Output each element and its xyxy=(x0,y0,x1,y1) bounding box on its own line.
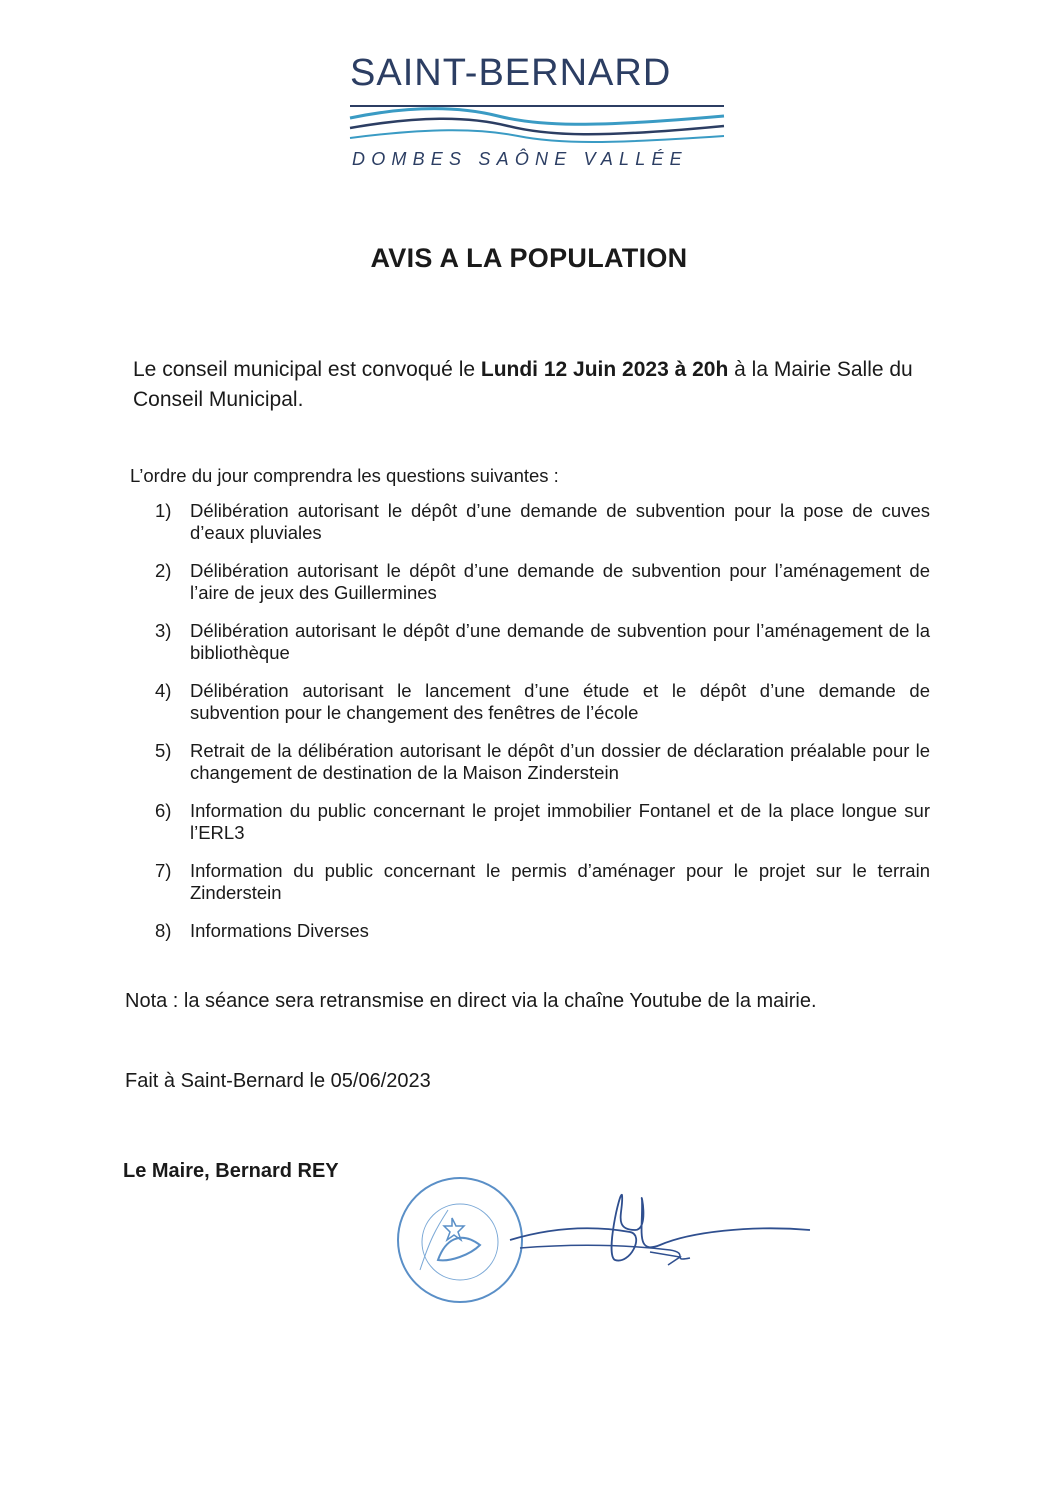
place-date: Fait à Saint-Bernard le 05/06/2023 xyxy=(125,1070,431,1092)
item-text: Délibération autorisant le dépôt d’une demande de subvention pour l’aménagement de la bibliothèque xyxy=(190,620,930,663)
list-item xyxy=(155,560,930,604)
list-item xyxy=(155,860,930,904)
item-text: Informations Diverses xyxy=(190,920,369,941)
list-item xyxy=(155,800,930,844)
list-item xyxy=(155,680,930,724)
list-item xyxy=(155,740,930,784)
intro-paragraph xyxy=(133,355,933,415)
item-text: Délibération autorisant le dépôt d’une demande de subvention pour l’aménagement de l’aire de jeux des Guillermines xyxy=(190,560,930,603)
item-text: Information du public concernant le permis d’aménager pour le projet sur le terrain Zinderstein xyxy=(190,860,930,903)
item-number: 6) xyxy=(155,800,172,821)
intro-part1: Le conseil municipal est convoqué le xyxy=(133,358,481,381)
logo-subtitle: DOMBES SAÔNE VALLÉE xyxy=(352,149,688,169)
item-text: Information du public concernant le projet immobilier Fontanel et de la place longue sur l’ERL3 xyxy=(190,800,930,843)
item-number: 3) xyxy=(155,620,172,641)
item-number: 1) xyxy=(155,500,172,521)
signatory: Le Maire, Bernard REY xyxy=(123,1160,339,1182)
mairie-stamp-icon xyxy=(398,1178,522,1302)
nota-text: Nota : la séance sera retransmise en direct via la chaîne Youtube de la mairie. xyxy=(125,990,817,1012)
page-title: AVIS A LA POPULATION xyxy=(370,243,688,273)
agenda-lead: L’ordre du jour comprendra les questions suivantes : xyxy=(130,465,559,486)
list-item xyxy=(155,500,930,544)
saint-bernard-logo xyxy=(340,52,730,182)
waves-icon xyxy=(348,98,726,144)
item-text: Retrait de la délibération autorisant le dépôt d’un dossier de déclaration préalable pour le changement de destination de la Maison Zinderstein xyxy=(190,740,930,783)
item-number: 4) xyxy=(155,680,172,701)
item-number: 2) xyxy=(155,560,172,581)
list-item xyxy=(155,920,930,942)
logo-name: SAINT-BERNARD xyxy=(350,52,672,94)
stamp-and-signature xyxy=(390,1170,830,1310)
meeting-date: Lundi 12 Juin 2023 à 20h xyxy=(480,358,729,381)
agenda-list xyxy=(155,500,930,958)
item-number: 7) xyxy=(155,860,172,881)
item-number: 5) xyxy=(155,740,172,761)
list-item xyxy=(155,620,930,664)
item-text: Délibération autorisant le dépôt d’une demande de subvention pour la pose de cuves d’eaux pluviales xyxy=(190,500,930,543)
item-number: 8) xyxy=(155,920,172,941)
intro-part2: à la Mairie Salle du Conseil Municipal. xyxy=(133,358,913,411)
signature-icon xyxy=(510,1195,810,1265)
item-text: Délibération autorisant le lancement d’une étude et le dépôt d’une demande de subvention pour le changement des fenêtres de l’école xyxy=(190,680,930,723)
